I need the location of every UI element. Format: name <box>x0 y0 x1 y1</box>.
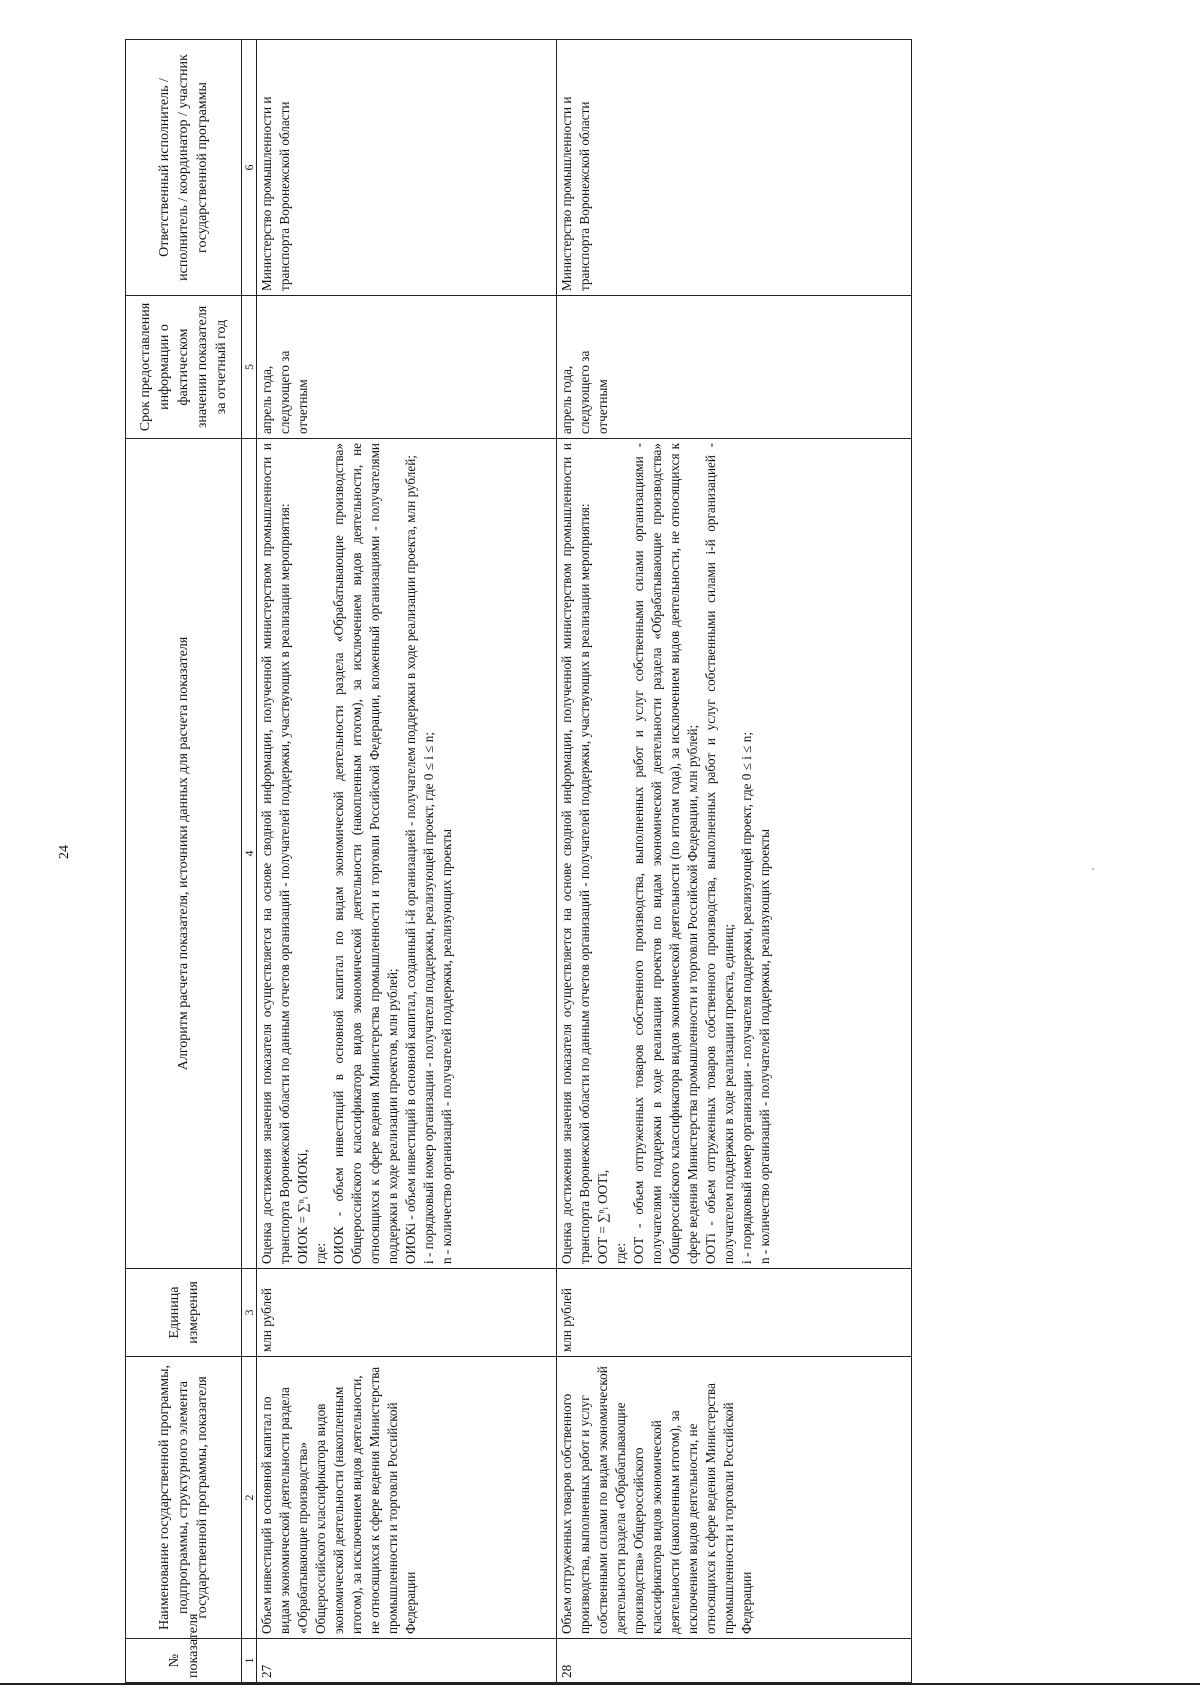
table-row <box>557 40 912 1683</box>
algorithm-line: Оценка достижения значения показателя осуществляется на основе сводной информации, полученной министерством промышленности и транспорта Воронежской области по данным отчетов организаций - получателей поддержки, участвующих в реализации мероприятия: <box>559 443 592 1264</box>
indicator-algorithm <box>557 439 912 1269</box>
column-number-row <box>242 40 257 1683</box>
header-row <box>126 40 242 1683</box>
algorithm-line: ОИОК - объем инвестиций в основной капитал по видам экономической деятельности раздела «Обрабатывающие производства» Общероссийского классификатора видов экономической деятельности (накопленным итогом), за исключением видов деятельности, не относящихся к сфере ведения Министерства промышленности и торговли Российской Федерации, вложенный организациями - получателями поддержки в ходе реализации проектов, млн рублей; <box>331 443 400 1264</box>
algorithm-line: где: <box>613 1243 628 1264</box>
indicator-unit: млн рублей <box>257 1269 557 1357</box>
header-unit: Единица измерения <box>126 1269 242 1357</box>
algorithm-line: i - порядковый номер организации - получателя поддержки, реализующей проект, где 0 ≤ i ≤ n; <box>739 732 754 1264</box>
indicator-unit: млн рублей <box>557 1269 912 1357</box>
header-number: № показателя <box>126 1639 242 1683</box>
algorithm-formula: ОИОК = ∑ⁿᵢ ОИОКi, <box>295 1149 310 1264</box>
algorithm-line: Оценка достижения значения показателя осуществляется на основе сводной информации, полученной министерством промышленности и транспорта Воронежской области по данным отчетов организаций - получателей поддержки, участвующих в реализации мероприятия: <box>259 443 292 1264</box>
table-row <box>257 40 557 1683</box>
indicator-name: Объем отгруженных товаров собственного производства, выполненных работ и услуг собственными силами по видам экономической деятельности раздела «Обрабатывающие производства» Общероссийского классификатора видов экономической деятельности (накопленным итогом), за исключением видов деятельности, не относящихся к сфере ведения Министерства промышленности и торговли Российской Федерации <box>557 1357 912 1639</box>
indicator-name: Объем инвестиций в основной капитал по видам экономической деятельности раздела «Обрабатывающие производства» Общероссийского классификатора видов экономической деятельности (накопленным итогом), за исключением видов деятельности, не относящихся к сфере ведения Министерства промышленности и торговли Российской Федерации <box>257 1357 557 1639</box>
algorithm-line: где: <box>313 1243 328 1264</box>
header-name: Наименование государственной программы, подпрограммы, структурного элемента государственной программы, показателя <box>126 1357 242 1639</box>
indicator-responsible: Министерство промышленности и транспорта Воронежской области <box>557 40 912 296</box>
indicator-deadline: апрель года, следующего за отчетным <box>257 296 557 439</box>
column-number: 2 <box>242 1357 257 1639</box>
header-responsible: Ответственный исполнитель / исполнитель / координатор / участник государственной программы <box>126 40 242 296</box>
indicator-deadline: апрель года, следующего за отчетным <box>557 296 912 439</box>
indicator-algorithm <box>257 439 557 1269</box>
header-deadline: Срок предоставления информации о фактическом значении показателя за отчетный год <box>126 296 242 439</box>
indicator-responsible: Министерство промышленности и транспорта Воронежской области <box>257 40 557 296</box>
row-number: 28 <box>557 1639 912 1683</box>
algorithm-line: n - количество организаций - получателей поддержки, реализующих проекты <box>439 829 454 1264</box>
rotated-table-container <box>125 40 912 1683</box>
indicator-table <box>125 39 912 1683</box>
scan-speck <box>1092 868 1094 870</box>
algorithm-line: ООТi - объем отгруженных товаров собственного производства, выполненных работ и услуг собственными силами i-й организацией - получателем поддержки в ходе реализации проекта, единиц; <box>703 443 736 1264</box>
bottom-rule <box>0 1683 1200 1685</box>
algorithm-line: ООТ - объем отгруженных товаров собственного производства, выполненных работ и услуг собственными силами организациями - получателями поддержки в ходе реализации проектов по видам экономической деятельности раздела «Обрабатывающие производства» Общероссийского классификатора видов экономической деятельности (по итогам года), за исключением видов деятельности, не относящихся к сфере ведения Министерства промышленности и торговли Российской Федерации, млн рублей; <box>631 443 700 1264</box>
header-algorithm: Алгоритм расчета показателя, источники данных для расчета показателя <box>126 439 242 1269</box>
algorithm-line: ОИОКi - объем инвестиций в основной капитал, созданный i-й организацией - получателем поддержки в ходе реализации проекта, млн рублей; <box>403 455 418 1264</box>
row-number: 27 <box>257 1639 557 1683</box>
column-number: 4 <box>242 439 257 1269</box>
algorithm-line: i - порядковый номер организации - получателя поддержки, реализующей проект, где 0 ≤ i ≤ n; <box>421 732 436 1264</box>
column-number: 3 <box>242 1269 257 1357</box>
column-number: 1 <box>242 1639 257 1683</box>
column-number: 5 <box>242 296 257 439</box>
algorithm-formula: ООТ = ∑ⁿᵢ ООТi, <box>595 1169 610 1264</box>
algorithm-line: n - количество организаций - получателей поддержки, реализующих проекты <box>757 829 772 1264</box>
page-number: 24 <box>57 845 72 859</box>
column-number: 6 <box>242 40 257 296</box>
